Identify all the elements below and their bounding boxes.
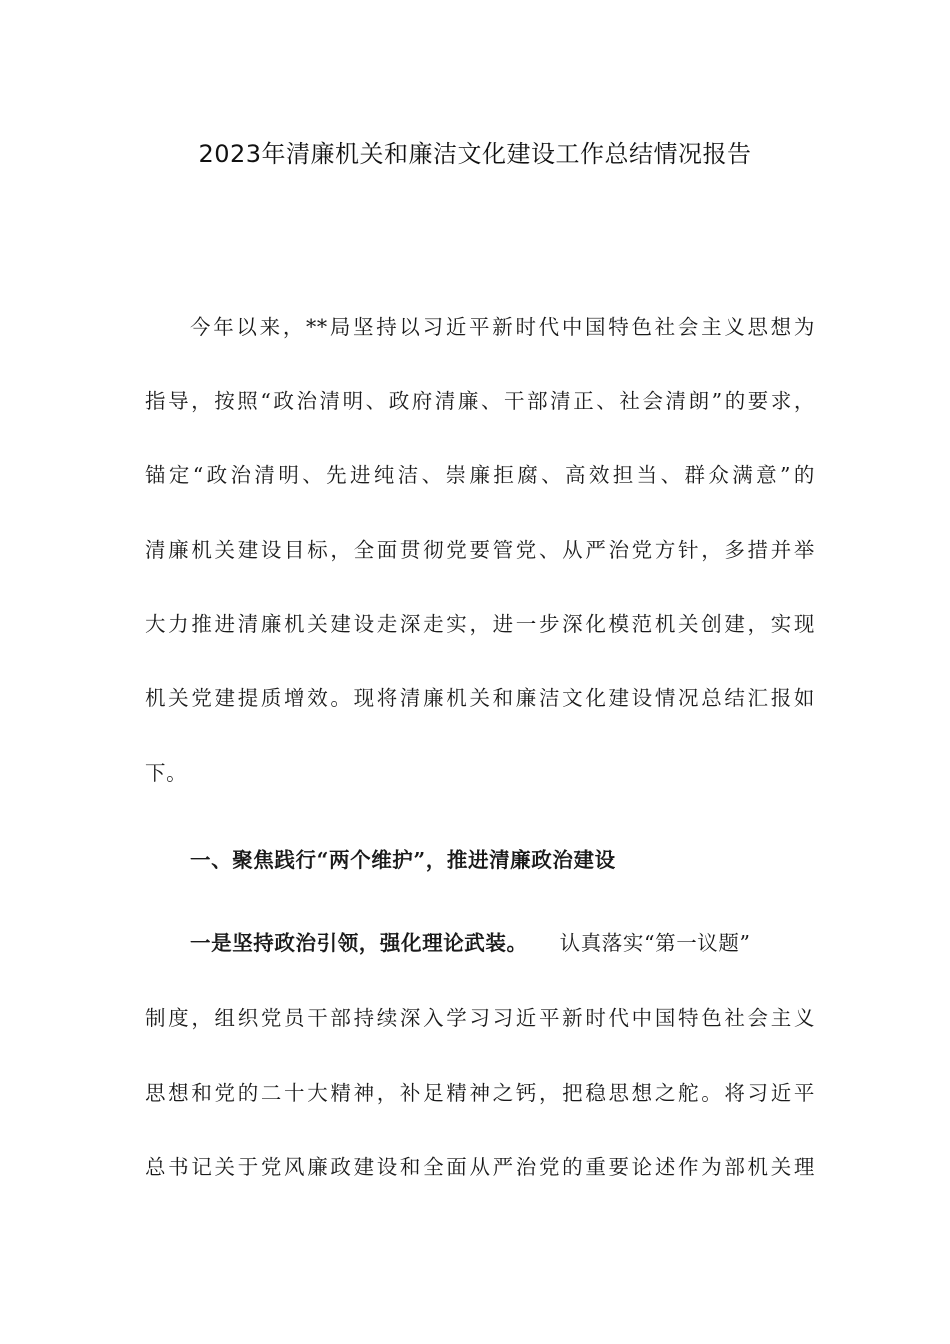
point-1-first-line (190, 928, 815, 958)
intro-line-3: 锚定“政治清明、先进纯洁、崇廉拒腐、高效担当、群众满意”的 (145, 463, 815, 487)
point-1-text: 认真落实“第一议题” (559, 931, 751, 955)
intro-line-4: 清廉机关建设目标，全面贯彻党要管党、从严治党方针，多措并举 (145, 538, 815, 562)
intro-line-5: 大力推进清廉机关建设走深走实，进一步深化模范机关创建，实现 (145, 612, 815, 636)
point-1-lead: 一是坚持政治引领，强化理论武装。 (190, 931, 528, 955)
intro-line-2: 指导，按照“政治清明、政府清廉、干部清正、社会清朗”的要求， (145, 389, 815, 413)
intro-line-7: 下。 (145, 761, 188, 785)
point-1-line-3: 思想和党的二十大精神，补足精神之钙，把稳思想之舵。将习近平 (145, 1081, 815, 1105)
document-title: 2023年清廉机关和廉洁文化建设工作总结情况报告 (198, 140, 752, 168)
section-heading: 一、聚焦践行“两个维护”，推进清廉政治建设 (190, 848, 616, 872)
intro-line-6: 机关党建提质增效。现将清廉机关和廉洁文化建设情况总结汇报如 (145, 686, 815, 710)
intro-line-1: 今年以来，**局坚持以习近平新时代中国特色社会主义思想为 (190, 315, 815, 339)
point-1-line-4: 总书记关于党风廉政建设和全面从严治党的重要论述作为部机关理 (145, 1155, 815, 1179)
point-1-line-2: 制度，组织党员干部持续深入学习习近平新时代中国特色社会主义 (145, 1006, 815, 1030)
